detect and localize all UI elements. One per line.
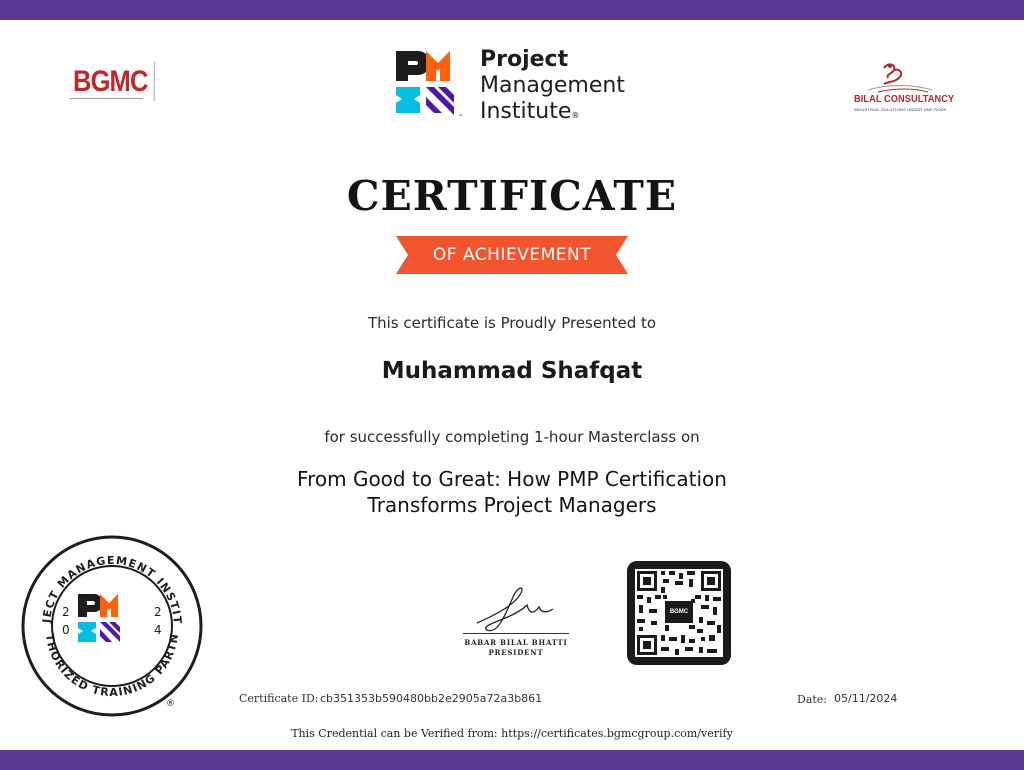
pmi-line-1: Project	[480, 47, 569, 72]
bilal-brand-text: BILAL CONSULTANCY	[854, 94, 955, 105]
pmi-line-3: Institute	[480, 99, 572, 124]
pmi-reg: ®	[571, 111, 580, 120]
bgmc-logo-text: BGMC	[73, 65, 148, 98]
top-band	[0, 0, 1024, 20]
verification-text: This Credential can be Verified from: https://certificates.bgmcgroup.com/verify	[291, 727, 733, 740]
seal-reg: ®	[166, 699, 175, 709]
recipient-name: Muhammad Shafqat	[381, 358, 643, 384]
ribbon-text: OF ACHIEVEMENT	[432, 245, 592, 265]
qr-center-label: BGMC	[665, 601, 693, 623]
seal-top-text: JECT MANAGEMENT INSTIT	[40, 553, 185, 626]
bilal-consultancy-logo	[848, 60, 955, 115]
pmi-authorized-seal	[20, 534, 204, 718]
seal-year-right-top: 2	[154, 605, 162, 619]
presented-text: This certificate is Proudly Presented to	[367, 314, 657, 332]
pmi-line-2: Management	[480, 73, 625, 98]
achievement-ribbon	[396, 236, 628, 274]
bottom-band	[0, 750, 1024, 770]
bilal-tagline: INDUSTRIAL SOLUTIONS UNDER ONE ROOF	[854, 107, 947, 112]
seal-year-left-bottom: 0	[62, 623, 70, 637]
seal-year-right-bottom: 4	[154, 623, 162, 637]
signatory-role: PRESIDENT	[488, 648, 544, 657]
bilal-mark-icon	[848, 60, 938, 96]
certificate-id-label: Certificate ID:	[239, 692, 319, 705]
certificate-title: CERTIFICATE	[346, 172, 678, 220]
certificate-id-value: cb351353b590480bb2e2905a72a3b861	[320, 692, 543, 705]
course-title-line-1: From Good to Great: How PMP Certification	[297, 467, 727, 491]
verification-qr-code[interactable]	[627, 561, 731, 665]
pmi-logo	[394, 47, 634, 123]
course-title-line-2: Transforms Project Managers	[367, 493, 657, 517]
bgmc-logo	[73, 65, 148, 99]
date-value: 05/11/2024	[834, 692, 898, 705]
signature-line	[463, 633, 569, 634]
signatory-name: BABAR BILAL BHATTI	[464, 638, 568, 647]
course-title	[0, 466, 1024, 518]
seal-badge-icon	[20, 534, 204, 718]
pmi-mark-icon	[394, 47, 474, 121]
svg-text:™: ™	[458, 113, 462, 118]
completion-text: for successfully completing 1-hour Masterclass on	[324, 428, 700, 446]
seal-bottom-text: THORIZED TRAINING PARTN	[43, 632, 182, 700]
seal-year-left-top: 2	[62, 605, 70, 619]
date-label: Date:	[797, 693, 828, 706]
